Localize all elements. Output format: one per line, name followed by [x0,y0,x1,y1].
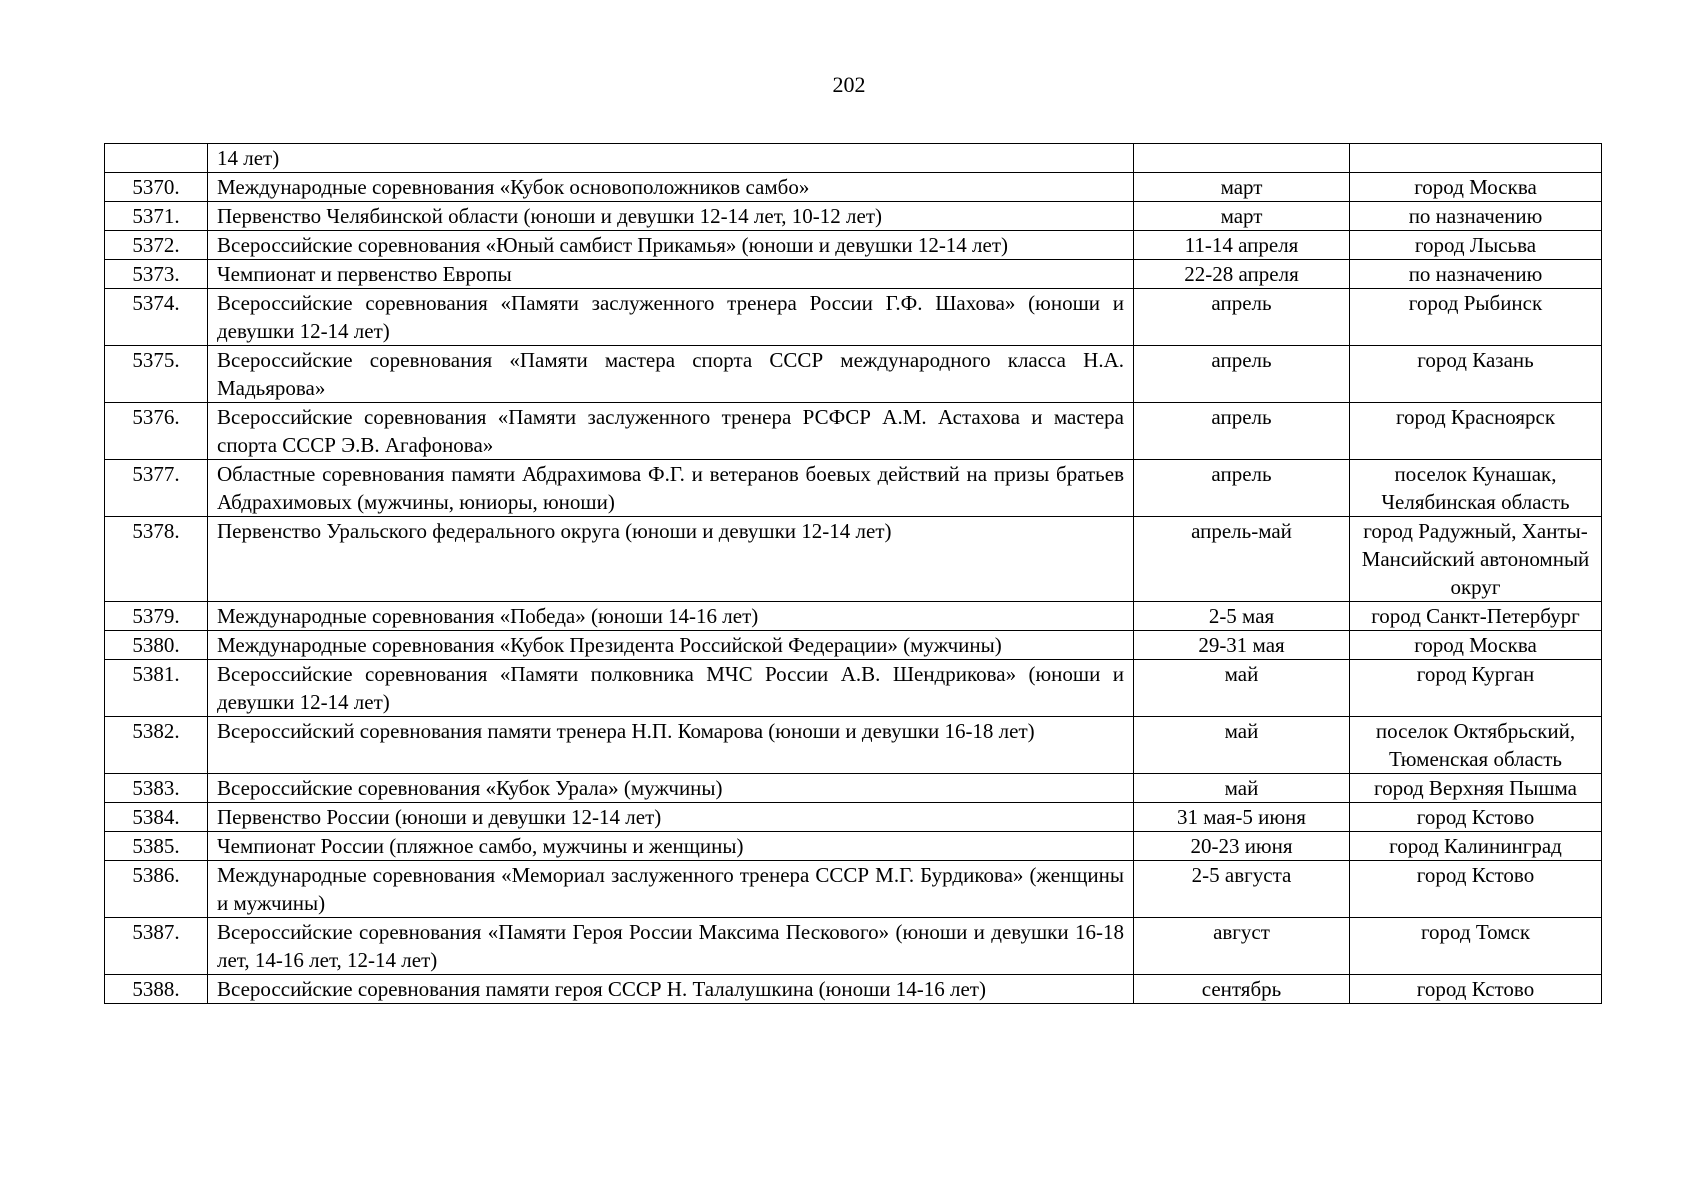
table-row [105,803,1602,832]
table-row [105,918,1602,975]
event-name-cell: Всероссийские соревнования «Памяти Героя России Максима Пескового» (юноши и девушки 16-18 лет, 14-16 лет, 12-14 лет) [208,918,1134,975]
event-place-cell: по назначению [1350,260,1602,289]
event-name-cell: Чемпионат России (пляжное самбо, мужчины и женщины) [208,832,1134,861]
event-date-cell: август [1134,918,1350,975]
event-number-cell: 5375. [105,346,208,403]
event-number-cell: 5385. [105,832,208,861]
event-place-cell: город Курган [1350,660,1602,717]
event-number-cell [105,144,208,173]
event-number-cell: 5382. [105,717,208,774]
event-date-cell: май [1134,717,1350,774]
page-number: 202 [832,72,866,97]
event-date-cell: 22-28 апреля [1134,260,1350,289]
event-date-cell: апрель [1134,403,1350,460]
event-number-cell: 5376. [105,403,208,460]
event-number-cell: 5380. [105,631,208,660]
event-place-cell: город Верхняя Пышма [1350,774,1602,803]
event-number-cell: 5388. [105,975,208,1004]
event-number-cell: 5381. [105,660,208,717]
table-row [105,602,1602,631]
event-number-cell: 5379. [105,602,208,631]
event-number-cell: 5371. [105,202,208,231]
event-date-cell: апрель [1134,460,1350,517]
event-name-cell: Первенство Челябинской области (юноши и девушки 12-14 лет, 10-12 лет) [208,202,1134,231]
event-place-cell: город Москва [1350,173,1602,202]
table-row [105,173,1602,202]
table-row [105,346,1602,403]
event-name-cell: Международные соревнования «Кубок основоположников самбо» [208,173,1134,202]
event-date-cell: май [1134,774,1350,803]
event-place-cell: город Казань [1350,346,1602,403]
event-date-cell: сентябрь [1134,975,1350,1004]
event-date-cell: 29-31 мая [1134,631,1350,660]
event-number-cell: 5372. [105,231,208,260]
event-number-cell: 5373. [105,260,208,289]
table-row [105,832,1602,861]
event-place-cell: город Томск [1350,918,1602,975]
event-number-cell: 5384. [105,803,208,832]
event-place-cell: город Радужный, Ханты-Мансийский автономный округ [1350,517,1602,602]
event-number-cell: 5383. [105,774,208,803]
table-row [105,975,1602,1004]
event-date-cell: апрель-май [1134,517,1350,602]
event-date-cell: апрель [1134,289,1350,346]
event-place-cell: город Кстово [1350,975,1602,1004]
event-name-cell: Международные соревнования «Кубок Президента Российской Федерации» (мужчины) [208,631,1134,660]
event-date-cell: 2-5 мая [1134,602,1350,631]
event-place-cell: город Калининград [1350,832,1602,861]
event-date-cell: май [1134,660,1350,717]
table-row [105,260,1602,289]
event-place-cell: город Красноярск [1350,403,1602,460]
event-name-cell: Областные соревнования памяти Абдрахимова Ф.Г. и ветеранов боевых действий на призы братьев Абдрахимовых (мужчины, юниоры, юноши) [208,460,1134,517]
event-name-cell: 14 лет) [208,144,1134,173]
table-row [105,460,1602,517]
table-row [105,202,1602,231]
event-place-cell: по назначению [1350,202,1602,231]
table-row [105,403,1602,460]
event-number-cell: 5374. [105,289,208,346]
table-row [105,660,1602,717]
event-date-cell: 31 мая-5 июня [1134,803,1350,832]
event-date-cell [1134,144,1350,173]
event-name-cell: Всероссийские соревнования «Кубок Урала» (мужчины) [208,774,1134,803]
event-place-cell: город Лысьва [1350,231,1602,260]
event-name-cell: Всероссийские соревнования «Памяти заслуженного тренера РСФСР А.М. Астахова и мастера спорта СССР Э.В. Агафонова» [208,403,1134,460]
event-number-cell: 5386. [105,861,208,918]
event-date-cell: апрель [1134,346,1350,403]
event-number-cell: 5378. [105,517,208,602]
event-number-cell: 5370. [105,173,208,202]
table-row [105,717,1602,774]
event-name-cell: Всероссийские соревнования «Памяти мастера спорта СССР международного класса Н.А. Мадьярова» [208,346,1134,403]
event-place-cell [1350,144,1602,173]
event-number-cell: 5387. [105,918,208,975]
event-place-cell: город Кстово [1350,861,1602,918]
event-place-cell: город Москва [1350,631,1602,660]
event-name-cell: Международные соревнования «Мемориал заслуженного тренера СССР М.Г. Бурдикова» (женщины и мужчины) [208,861,1134,918]
event-number-cell: 5377. [105,460,208,517]
event-place-cell: поселок Октябрьский, Тюменская область [1350,717,1602,774]
event-place-cell: город Кстово [1350,803,1602,832]
event-name-cell: Всероссийские соревнования памяти героя СССР Н. Талалушкина (юноши 14-16 лет) [208,975,1134,1004]
event-name-cell: Чемпионат и первенство Европы [208,260,1134,289]
event-name-cell: Всероссийские соревнования «Юный самбист Прикамья» (юноши и девушки 12-14 лет) [208,231,1134,260]
event-place-cell: поселок Кунашак, Челябинская область [1350,460,1602,517]
event-date-cell: 20-23 июня [1134,832,1350,861]
event-date-cell: 11-14 апреля [1134,231,1350,260]
event-name-cell: Первенство Уральского федерального округа (юноши и девушки 12-14 лет) [208,517,1134,602]
table-row [105,144,1602,173]
events-table-body [105,144,1602,1004]
event-name-cell: Первенство России (юноши и девушки 12-14 лет) [208,803,1134,832]
event-place-cell: город Санкт-Петербург [1350,602,1602,631]
event-name-cell: Всероссийские соревнования «Памяти полковника МЧС России А.В. Шендрикова» (юноши и девушки 12-14 лет) [208,660,1134,717]
event-date-cell: 2-5 августа [1134,861,1350,918]
event-name-cell: Всероссийские соревнования «Памяти заслуженного тренера России Г.Ф. Шахова» (юноши и девушки 12-14 лет) [208,289,1134,346]
table-row [105,774,1602,803]
event-name-cell: Всероссийский соревнования памяти тренера Н.П. Комарова (юноши и девушки 16-18 лет) [208,717,1134,774]
event-place-cell: город Рыбинск [1350,289,1602,346]
table-row [105,231,1602,260]
events-table [104,143,1602,1004]
table-row [105,289,1602,346]
table-row [105,861,1602,918]
table-row [105,517,1602,602]
event-date-cell: март [1134,173,1350,202]
event-name-cell: Международные соревнования «Победа» (юноши 14-16 лет) [208,602,1134,631]
event-date-cell: март [1134,202,1350,231]
table-row [105,631,1602,660]
